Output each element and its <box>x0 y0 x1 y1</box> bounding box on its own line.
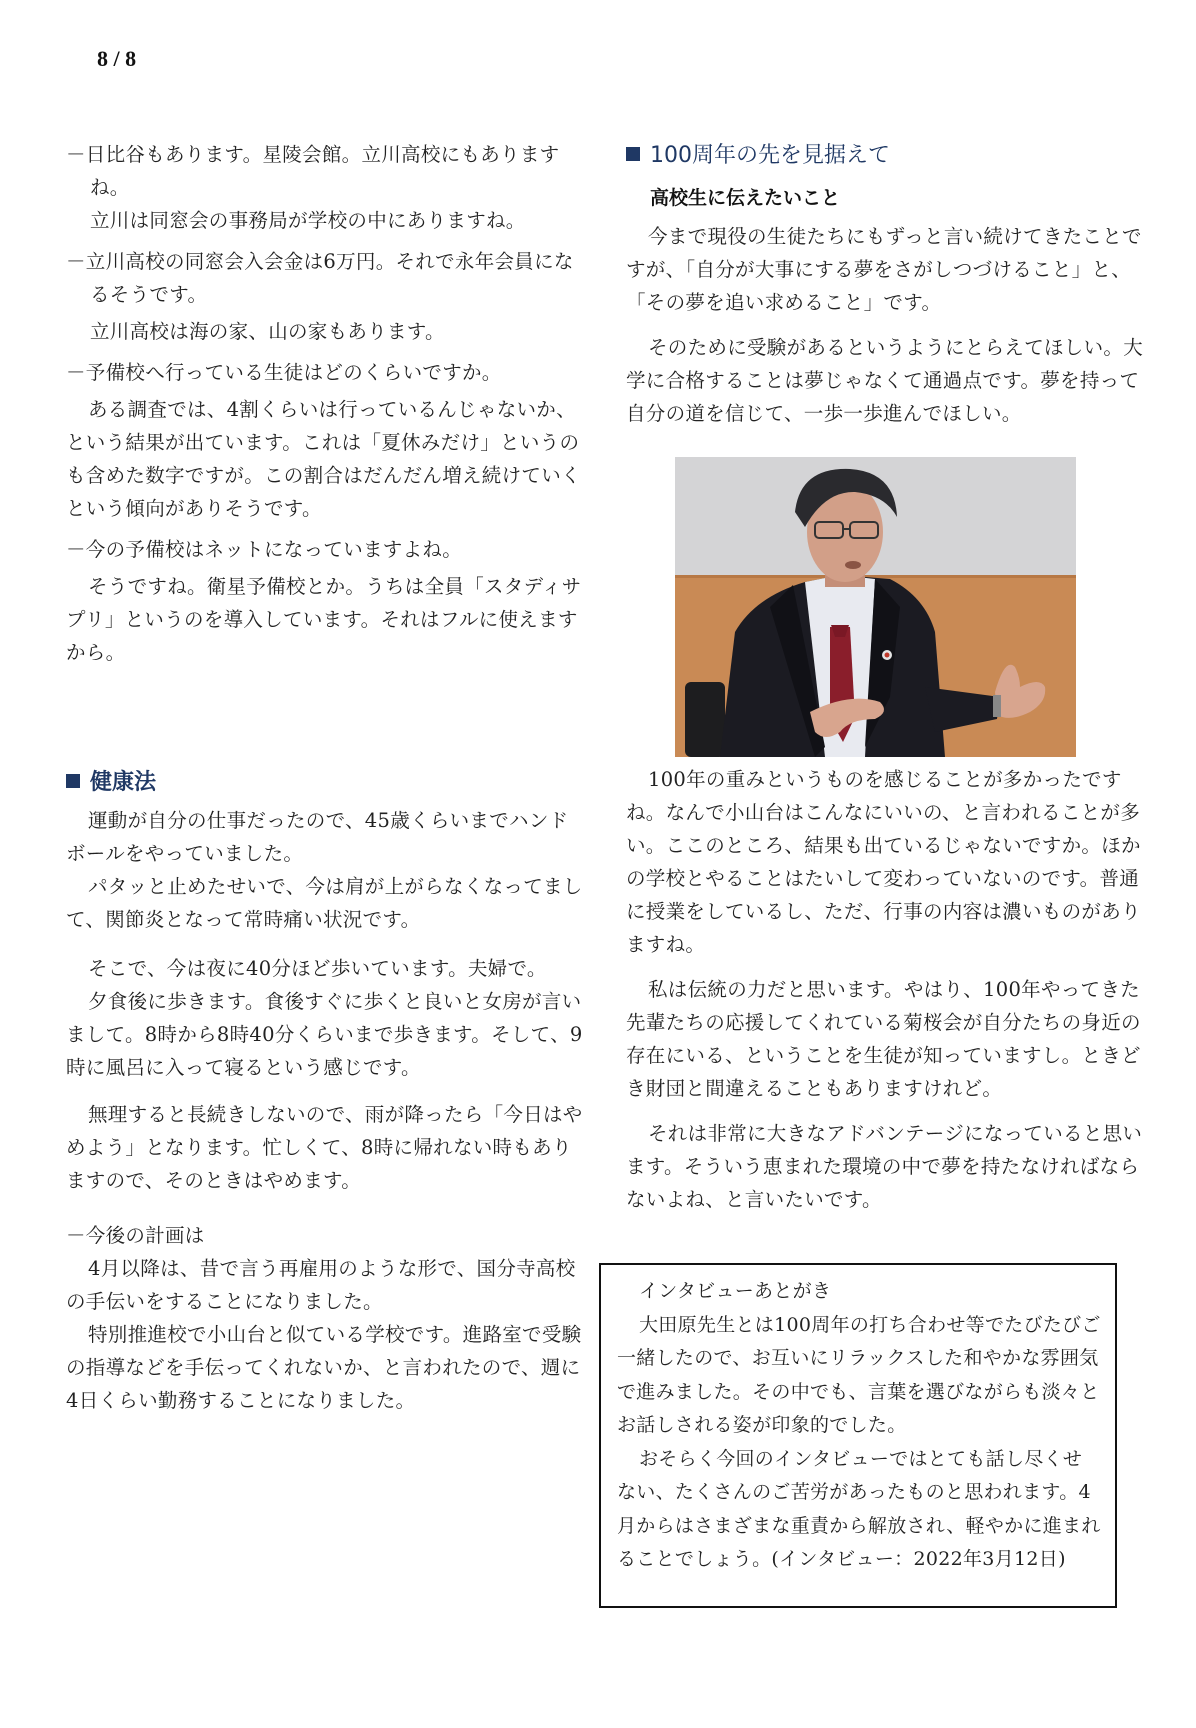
afterword-title: インタビューあとがき <box>639 1280 832 1302</box>
page-number: 8 / 8 <box>97 46 137 71</box>
left-column <box>66 138 586 1417</box>
question: －日比谷もあります。星陵会館。立川高校にもありますね。 <box>66 143 560 199</box>
paragraph: 大田原先生とは100周年の打ち合わせ等でたびたびご一緒したので、お互いにリラックスした和やかな雰囲気で進みました。その中でも、言葉を選びながらも淡々とお話しされる姿が印象的でした。 <box>617 1313 1101 1436</box>
answer: 立川高校は海の家、山の家もあります。 <box>90 320 445 343</box>
answer: 立川は同窓会の事務局が学校の中にありますね。 <box>90 209 526 232</box>
paragraph: そのために受験があるというようにとらえてほしい。大学に合格することは夢じゃなくて通過点です。夢を持って自分の道を信じて、一歩一歩進んでほしい。 <box>626 336 1144 425</box>
square-bullet-icon <box>626 147 640 161</box>
paragraph: 私は伝統の力だと思います。やはり、100年やってきた先輩たちの応援してくれている菊桜会が自分たちの身近の存在にいる、ということを生徒が知っていますし。ときどき財団と間違えることもありますけれど。 <box>626 978 1141 1100</box>
paragraph: 4月以降は、昔で言う再雇用のような形で、国分寺高校の手伝いをすることになりました。 <box>66 1257 576 1313</box>
answer: そうですね。衛星予備校とか。うちは全員「スタディサプリ」というのを導入しています。それはフルに使えますから。 <box>66 575 582 664</box>
afterword-box <box>599 1263 1117 1608</box>
interviewee-photo <box>675 457 1076 757</box>
heading-text: 健康法 <box>90 770 157 795</box>
paragraph: 特別推進校で小山台と似ている学校です。進路室で受験の指導などを手伝ってくれないか、と言われたので、週に4日くらい勤務することになりました。 <box>66 1323 582 1412</box>
heading-text: 100周年の先を見据えて <box>650 143 890 168</box>
paragraph: 100年の重みというものを感じることが多かったですね。なんで小山台はこんなにいいの、と言われることが多い。ここのところ、結果も出ているじゃないですか。ほかの学校とやることはたいして変わっていないのです。普通に授業をしているし、ただ、行事の内容は濃いものがありますね。 <box>626 768 1141 956</box>
paragraph: 無理すると長続きしないので、雨が降ったら「今日はやめよう」となります。忙しくて、8時に帰れない時もありますので、そのときはやめます。 <box>66 1103 583 1192</box>
square-bullet-icon <box>66 774 80 788</box>
paragraph: そこで、今は夜に40分ほど歩いています。夫婦で。 <box>88 957 547 980</box>
paragraph: 運動が自分の仕事だったので、45歳くらいまでハンドボールをやっていました。 <box>66 809 569 865</box>
subheading: 高校生に伝えたいこと <box>650 187 841 209</box>
paragraph: パタッと止めたせいで、今は肩が上がらなくなってまして、関節炎となって常時痛い状況です。 <box>66 875 583 931</box>
paragraph: おそらく今回のインタビューではとても話し尽くせない、たくさんのご苦労があったものと思われます。4月からはさまざまな重責から解放され、軽やかに進まれることでしょう。(インタビュー：2022年3月12日) <box>617 1447 1101 1570</box>
paragraph: それは非常に大きなアドバンテージになっていると思います。そういう恵まれた環境の中で夢を持たなければならないよね、と言いたいです。 <box>626 1122 1143 1211</box>
section-heading-health <box>66 765 586 796</box>
portrait-image <box>675 457 1076 757</box>
paragraph: 今まで現役の生徒たちにもずっと言い続けてきたことですが、「自分が大事にする夢をさがしつづけること」と、「その夢を追い求めること」です。 <box>626 225 1142 314</box>
section-heading-100th <box>626 138 1146 169</box>
paragraph: 夕食後に歩きます。食後すぐに歩くと良いと女房が言いまして。8時から8時40分くらいまで歩きます。そして、9時に風呂に入って寝るという感じです。 <box>66 990 583 1079</box>
right-column-lower <box>626 763 1146 1216</box>
right-column <box>626 138 1146 430</box>
question: －立川高校の同窓会入会金は6万円。それで永年会員になるそうです。 <box>66 250 574 306</box>
question: －予備校へ行っている生徒はどのくらいですか。 <box>66 361 502 384</box>
question: －今の予備校はネットになっていますよね。 <box>66 538 463 561</box>
question: －今後の計画は <box>66 1224 205 1247</box>
answer: ある調査では、4割くらいは行っているんじゃないか、という結果が出ています。これは「夏休みだけ」というのも含めた数字ですが。この割合はだんだん増え続けていくという傾向がありそうです。 <box>66 398 581 520</box>
